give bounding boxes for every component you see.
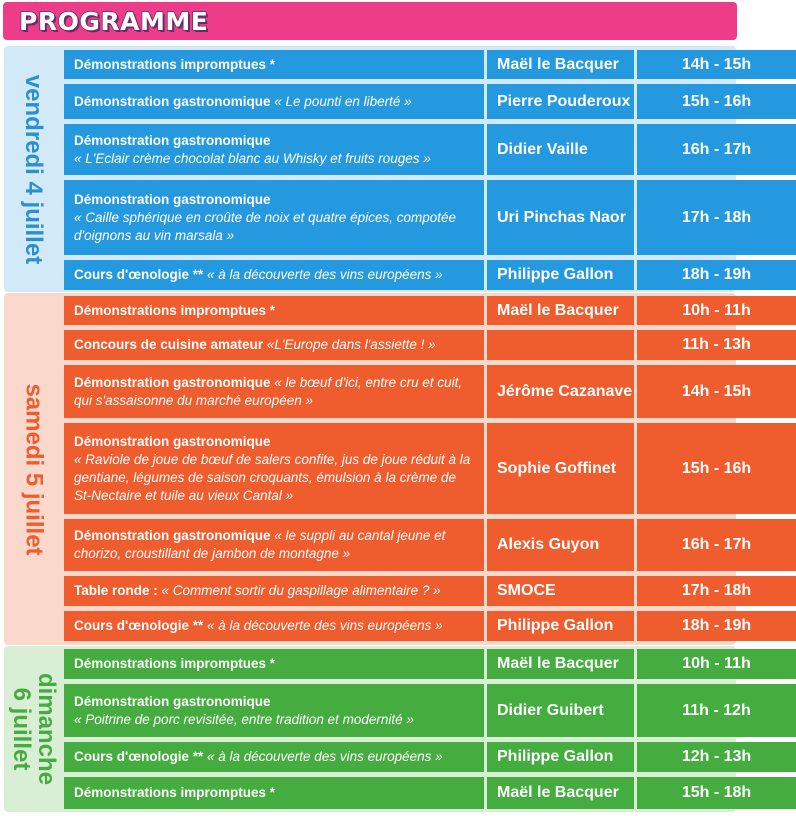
event-title: Démonstration gastronomique — [74, 93, 271, 109]
time-cell: 16h - 17h — [637, 124, 796, 175]
event-cell — [64, 296, 484, 325]
time-cell: 11h - 12h — [637, 684, 796, 737]
table-row — [64, 365, 796, 418]
event-title: Table ronde : — [74, 583, 158, 598]
time-cell: 18h - 19h — [637, 260, 796, 290]
table-row — [64, 124, 796, 175]
event-title: Démonstration gastronomique — [74, 693, 271, 709]
table-row — [64, 519, 796, 571]
table-row — [64, 611, 796, 641]
event-title: Démonstrations impromptues * — [74, 656, 276, 671]
event-cell — [64, 649, 484, 679]
day-block — [4, 46, 752, 292]
event-cell — [64, 423, 484, 514]
presenter-cell: Alexis Guyon — [487, 519, 634, 571]
event-cell — [64, 611, 484, 641]
event-title: Cours d'œnologie ** — [74, 618, 204, 633]
event-title: Démonstration gastronomique — [74, 191, 271, 207]
presenter-cell: Pierre Pouderoux — [487, 84, 634, 119]
event-detail: « à la découverte des vins européens » — [206, 749, 443, 764]
presenter-cell: Didier Vaille — [487, 124, 634, 175]
event-detail: « Comment sortir du gaspillage alimentaire ? » — [161, 583, 441, 598]
table-row — [64, 777, 796, 809]
event-cell — [64, 260, 484, 290]
event-cell — [64, 330, 484, 360]
event-title: Démonstrations impromptues * — [74, 302, 276, 318]
day-block — [4, 646, 752, 812]
time-cell: 17h - 18h — [637, 180, 796, 255]
table-row — [64, 684, 796, 737]
time-cell: 10h - 11h — [637, 649, 796, 679]
event-detail: « L'Eclair crème chocolat blanc au Whisky et fruits rouges » — [74, 150, 431, 166]
time-cell: 18h - 19h — [637, 611, 796, 641]
day-label — [4, 646, 64, 812]
presenter-cell: Philippe Gallon — [487, 260, 634, 290]
presenter-cell: Maël le Bacquer — [487, 649, 634, 679]
event-cell — [64, 519, 484, 571]
event-detail: « le bœuf d'ici, entre cru et cuit, qui s'assaisonne du marché européen » — [74, 374, 463, 408]
programme-header — [3, 2, 737, 40]
event-detail: « Poitrine de porc revisitée, entre tradition et modernité » — [74, 711, 414, 727]
event-detail: « Le pounti en liberté » — [274, 93, 412, 109]
event-detail: « Caille sphérique en croûte de noix et quatre épices, compotée d'oignons au vin marsala » — [74, 209, 456, 243]
table-row — [64, 649, 796, 679]
time-cell: 15h - 18h — [637, 777, 796, 809]
event-cell — [64, 50, 484, 79]
presenter-cell: Maël le Bacquer — [487, 296, 634, 325]
table-row — [64, 330, 796, 360]
presenter-cell: Philippe Gallon — [487, 742, 634, 772]
event-detail: «L'Europe dans l'assiette ! » — [266, 337, 436, 352]
day-label-text: dimanche 6 juillet — [8, 672, 60, 786]
time-cell: 11h - 13h — [637, 330, 796, 360]
presenter-cell: Philippe Gallon — [487, 611, 634, 641]
presenter-cell: Maël le Bacquer — [487, 50, 634, 79]
table-row — [64, 84, 796, 119]
event-cell — [64, 684, 484, 737]
event-title: Démonstration gastronomique — [74, 374, 271, 390]
day-label — [4, 46, 64, 292]
event-detail: « le suppli au cantal jeune et chorizo, croustillant de jambon de montagne » — [74, 528, 446, 561]
table-row — [64, 423, 796, 514]
day-label-text: samedi 5 juillet — [20, 382, 48, 556]
presenter-cell: Uri Pinchas Naor — [487, 180, 634, 255]
event-cell — [64, 84, 484, 119]
event-title: Concours de cuisine amateur — [74, 337, 264, 352]
time-cell: 16h - 17h — [637, 519, 796, 571]
event-title: Cours d'œnologie ** — [74, 267, 204, 282]
day-label — [4, 293, 64, 645]
event-title: Démonstration gastronomique — [74, 433, 271, 449]
time-cell: 12h - 13h — [637, 742, 796, 772]
day-block — [4, 293, 752, 645]
event-title: Démonstration gastronomique — [74, 132, 271, 148]
day-label-text: vendredi 4 juillet — [20, 74, 48, 264]
event-cell — [64, 365, 484, 418]
event-cell — [64, 180, 484, 255]
presenter-cell: Sophie Goffinet — [487, 423, 634, 514]
presenter-cell: Maël le Bacquer — [487, 777, 634, 809]
table-row — [64, 576, 796, 606]
presenter-cell: SMOCE — [487, 576, 634, 606]
event-cell — [64, 124, 484, 175]
presenter-cell — [487, 330, 634, 360]
time-cell: 14h - 15h — [637, 365, 796, 418]
presenter-cell: Jérôme Cazanave — [487, 365, 634, 418]
event-title: Démonstrations impromptues * — [74, 56, 276, 72]
event-cell — [64, 777, 484, 809]
time-cell: 14h - 15h — [637, 50, 796, 79]
presenter-cell: Didier Guibert — [487, 684, 634, 737]
time-cell: 17h - 18h — [637, 576, 796, 606]
event-title: Démonstration gastronomique — [74, 528, 271, 543]
event-title: Cours d'œnologie ** — [74, 749, 204, 764]
table-row — [64, 296, 796, 325]
event-cell — [64, 742, 484, 772]
time-cell: 10h - 11h — [637, 296, 796, 325]
event-title: Démonstrations impromptues * — [74, 785, 276, 800]
time-cell: 15h - 16h — [637, 423, 796, 514]
page-title: PROGRAMME — [19, 7, 209, 36]
event-detail: « à la découverte des vins européens » — [206, 618, 443, 633]
table-row — [64, 742, 796, 772]
table-row — [64, 180, 796, 255]
event-detail: « à la découverte des vins européens » — [206, 267, 443, 282]
event-detail: « Raviole de joue de bœuf de salers confite, jus de joue réduit à la gentiane, légumes de saison croquants, émulsion à la crème de St-Nectaire et tuile au vieux Cantal » — [74, 451, 471, 503]
time-cell: 15h - 16h — [637, 84, 796, 119]
event-cell — [64, 576, 484, 606]
table-row — [64, 260, 796, 290]
table-row — [64, 50, 796, 79]
